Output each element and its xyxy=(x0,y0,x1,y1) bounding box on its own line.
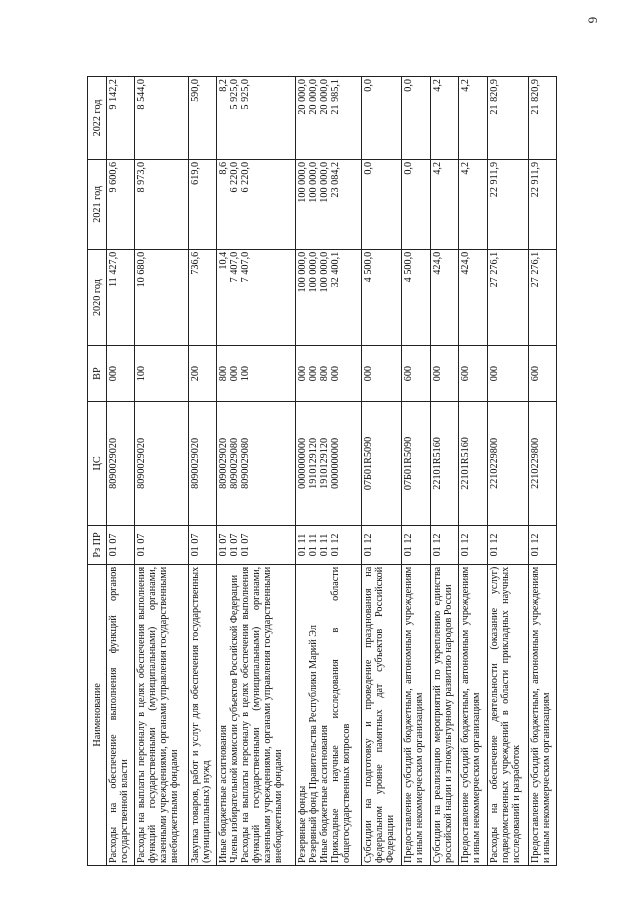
cell-2020 xyxy=(361,249,402,346)
cell-name xyxy=(295,564,361,865)
cell-2022-value: 8,2 xyxy=(218,79,230,92)
cell-rz-pr-value: 01 07 xyxy=(240,533,252,557)
header-rz-pr: Рз ПР xyxy=(88,526,107,565)
cell-2020-value: 7 407,0 xyxy=(229,251,241,283)
cell-2020-value: 10,4 xyxy=(218,251,230,270)
cell-vr-value: 000 xyxy=(296,365,308,382)
cell-vr-value: 000 xyxy=(431,365,443,382)
cell-2022 xyxy=(135,77,188,160)
cell-name: Предоставление субсидий бюджетным, автономным учреждениям и иным некоммерческим организациям xyxy=(402,564,430,865)
cell-name: Предоставление субсидий бюджетным, автономным учреждениям и иным некоммерческим организациям xyxy=(528,564,556,865)
cell-vr-value: 800 xyxy=(318,365,330,382)
cell-2021 xyxy=(217,159,295,249)
cell-2022-value: 20 000,0 xyxy=(307,79,319,115)
cell-2020-value: 27 276,1 xyxy=(529,251,541,288)
cell-2022-value: 21 820,9 xyxy=(529,79,541,115)
cell-name-line: Прикладные научные исследования в области общегосударственных вопросов xyxy=(329,566,352,863)
budget-table xyxy=(87,76,557,866)
cell-2022-value: 5 925,0 xyxy=(240,79,252,110)
cell-cs xyxy=(217,401,295,525)
cell-2021-value: 0,0 xyxy=(362,161,374,175)
cell-2022-value: 20 000,0 xyxy=(318,79,330,115)
cell-rz-pr xyxy=(430,526,458,565)
cell-2022 xyxy=(188,77,216,160)
cell-cs xyxy=(188,401,216,525)
cell-2022-value: 20 000,0 xyxy=(296,79,308,115)
cell-2020 xyxy=(217,249,295,346)
cell-2021-value: 22 911,9 xyxy=(488,161,500,198)
table-row xyxy=(107,77,135,866)
cell-2021 xyxy=(402,159,430,249)
cell-2021-value: 0,0 xyxy=(403,161,415,175)
cell-name: Расходы на обеспечение деятельности (оказание услуг) подведомственных учреждений в области прикладных научных исследований и разработок xyxy=(487,564,528,865)
cell-2020-value: 100 000,0 xyxy=(296,251,308,293)
cell-2022-value: 21 820,9 xyxy=(488,79,500,115)
cell-2021 xyxy=(487,159,528,249)
cell-2021-value: 8 973,0 xyxy=(136,161,148,193)
header-cs: ЦС xyxy=(88,401,107,525)
cell-cs xyxy=(528,401,556,525)
cell-vr xyxy=(402,346,430,401)
cell-cs-value: 0000000000 xyxy=(329,437,341,489)
cell-2021-value: 100 000,0 xyxy=(318,161,330,203)
cell-name: Расходы на обеспечение выполнения функций органов государственной власти xyxy=(107,564,135,865)
cell-rz-pr xyxy=(295,526,361,565)
cell-2020-value: 27 276,1 xyxy=(488,251,500,288)
cell-rz-pr-value: 01 12 xyxy=(529,533,541,557)
cell-vr xyxy=(217,346,295,401)
cell-2022 xyxy=(402,77,430,160)
table-body xyxy=(107,77,557,866)
cell-2020-value: 10 680,0 xyxy=(136,251,148,288)
cell-rz-pr-value: 01 11 xyxy=(307,533,319,557)
cell-rz-pr-value: 01 12 xyxy=(431,533,443,557)
table-row xyxy=(135,77,188,866)
header-2022: 2022 год xyxy=(88,77,107,160)
cell-rz-pr-value: 01 12 xyxy=(329,533,341,557)
cell-vr-value: 200 xyxy=(189,365,201,382)
cell-2022-value: 5 925,0 xyxy=(229,79,241,110)
cell-vr xyxy=(528,346,556,401)
cell-vr-value: 800 xyxy=(218,365,230,382)
cell-vr-value: 000 xyxy=(329,365,341,382)
cell-vr xyxy=(135,346,188,401)
cell-vr xyxy=(295,346,361,401)
cell-vr-value: 600 xyxy=(529,365,541,382)
cell-2022 xyxy=(361,77,402,160)
cell-rz-pr-value: 01 12 xyxy=(362,533,374,557)
cell-vr-value: 000 xyxy=(362,365,374,382)
header-2020: 2020 год xyxy=(88,249,107,346)
table-row xyxy=(459,77,487,866)
cell-vr xyxy=(430,346,458,401)
cell-2020-value: 100 000,0 xyxy=(307,251,319,293)
cell-2022 xyxy=(459,77,487,160)
cell-name xyxy=(217,564,295,865)
cell-name: Субсидии на реализацию мероприятий по укреплению единства российской нации и этнокультурному развитию народов России xyxy=(430,564,458,865)
cell-cs-value: 8090029080 xyxy=(240,437,252,489)
cell-2020-value: 100 000,0 xyxy=(318,251,330,293)
cell-cs xyxy=(459,401,487,525)
cell-vr xyxy=(459,346,487,401)
cell-2020-value: 4 500,0 xyxy=(403,251,415,283)
cell-rz-pr xyxy=(217,526,295,565)
cell-2021 xyxy=(107,159,135,249)
cell-2020 xyxy=(459,249,487,346)
cell-vr-value: 000 xyxy=(488,365,500,382)
cell-rz-pr-value: 01 07 xyxy=(108,533,119,557)
cell-rz-pr-value: 01 07 xyxy=(189,533,201,557)
header-vr: ВР xyxy=(88,346,107,401)
cell-cs-value: 1910129120 xyxy=(307,437,319,489)
cell-vr-value: 600 xyxy=(460,365,472,382)
cell-vr xyxy=(487,346,528,401)
cell-cs-value: 8090029080 xyxy=(229,437,241,489)
cell-2022-value: 21 985,1 xyxy=(329,79,341,115)
cell-cs-value: 2210229800 xyxy=(529,437,541,489)
cell-2020-value: 736,6 xyxy=(189,251,201,275)
cell-2022 xyxy=(217,77,295,160)
cell-rz-pr xyxy=(402,526,430,565)
header-row xyxy=(88,77,107,866)
cell-2021 xyxy=(295,159,361,249)
cell-rz-pr-value: 01 11 xyxy=(318,533,330,557)
cell-cs xyxy=(402,401,430,525)
cell-2021 xyxy=(361,159,402,249)
cell-2021-value: 23 084,2 xyxy=(329,161,341,198)
cell-vr-value: 600 xyxy=(403,365,415,382)
cell-2021-value: 619,0 xyxy=(189,161,201,185)
cell-rz-pr-value: 01 07 xyxy=(218,533,230,557)
cell-2022 xyxy=(528,77,556,160)
cell-rz-pr xyxy=(188,526,216,565)
cell-2022 xyxy=(430,77,458,160)
cell-2022 xyxy=(107,77,135,160)
cell-rz-pr-value: 01 12 xyxy=(488,533,500,557)
cell-name: Субсидии на подготовку и проведение празднования на федеральном уровне памятных дат субъектов Российской Федерации xyxy=(361,564,402,865)
cell-name-line: Иные бюджетные ассигнования xyxy=(318,725,330,863)
cell-vr-value: 100 xyxy=(240,365,252,382)
table-row xyxy=(361,77,402,866)
cell-2022-value: 0,0 xyxy=(403,79,415,92)
cell-2021 xyxy=(135,159,188,249)
cell-2021 xyxy=(459,159,487,249)
table-row xyxy=(188,77,216,866)
cell-vr xyxy=(188,346,216,401)
cell-2022 xyxy=(295,77,361,160)
cell-rz-pr xyxy=(528,526,556,565)
table-row xyxy=(402,77,430,866)
cell-cs-value: 8090029020 xyxy=(136,437,148,489)
cell-2020-value: 32 400,1 xyxy=(329,251,341,288)
cell-rz-pr xyxy=(459,526,487,565)
table-row xyxy=(430,77,458,866)
cell-2021-value: 6 220,0 xyxy=(229,161,241,193)
cell-2021 xyxy=(430,159,458,249)
cell-2020-value: 424,0 xyxy=(460,251,472,275)
cell-rz-pr xyxy=(107,526,135,565)
cell-2022-value: 0,0 xyxy=(362,79,374,92)
cell-2021-value: 6 220,0 xyxy=(240,161,252,193)
cell-2020 xyxy=(295,249,361,346)
cell-name: Расходы на выплаты персоналу в целях обеспечения выполнения функций государственными (муниципальными) органами, казенными учреждениями, органами управления государственными внебюджетными фондами xyxy=(135,564,188,865)
cell-2020 xyxy=(487,249,528,346)
header-2021: 2021 год xyxy=(88,159,107,249)
cell-2021-value: 100 000,0 xyxy=(307,161,319,203)
cell-cs-value: 22101R5160 xyxy=(431,437,443,490)
cell-cs-value: 07Б01R5090 xyxy=(403,436,415,491)
cell-2020 xyxy=(188,249,216,346)
cell-cs-value: 0000000000 xyxy=(296,437,308,489)
cell-2022-value: 4,2 xyxy=(460,79,472,92)
cell-2021-value: 9 600,6 xyxy=(108,161,119,193)
cell-name-line: Члены избирательной комиссии субъектов Российской Федерации xyxy=(229,574,241,863)
cell-2020 xyxy=(135,249,188,346)
cell-2021-value: 22 911,9 xyxy=(529,161,541,198)
cell-cs-value: 07Б01R5090 xyxy=(362,436,374,491)
cell-cs xyxy=(107,401,135,525)
cell-2021-value: 8,6 xyxy=(218,161,230,175)
cell-2020-value: 424,0 xyxy=(431,251,443,275)
cell-name: Предоставление субсидий бюджетным, автономным учреждениям и иным некоммерческим организациям xyxy=(459,564,487,865)
cell-2021 xyxy=(528,159,556,249)
cell-2020 xyxy=(430,249,458,346)
table-row xyxy=(295,77,361,866)
cell-cs xyxy=(295,401,361,525)
cell-cs-value: 1910129120 xyxy=(318,437,330,489)
table-row xyxy=(217,77,295,866)
cell-2021-value: 100 000,0 xyxy=(296,161,308,203)
page-number: 6 xyxy=(584,16,600,24)
cell-2020-value: 11 427,0 xyxy=(108,251,119,288)
table-row xyxy=(528,77,556,866)
cell-name: Закупка товаров, работ и услуг для обеспечения государственных (муниципальных) нужд xyxy=(188,564,216,865)
cell-name-line: Резервный фонд Правительства Республики Марий Эл xyxy=(307,625,319,863)
cell-vr xyxy=(107,346,135,401)
cell-rz-pr-value: 01 07 xyxy=(136,533,148,557)
cell-cs xyxy=(135,401,188,525)
cell-cs xyxy=(361,401,402,525)
cell-2022-value: 590,0 xyxy=(189,79,201,102)
header-name: Наименование xyxy=(88,564,107,865)
cell-2020-value: 4 500,0 xyxy=(362,251,374,283)
cell-name-line: Расходы на выплаты персоналу в целях обеспечения выполнения функций государственными (муниципальными) органами, казенными учреждениями, органами управления государственными внебюджетными фондами xyxy=(240,566,285,863)
cell-rz-pr-value: 01 11 xyxy=(296,533,308,557)
cell-cs xyxy=(430,401,458,525)
cell-rz-pr xyxy=(135,526,188,565)
budget-sheet xyxy=(87,76,557,866)
cell-cs-value: 8090029020 xyxy=(189,437,201,489)
cell-vr xyxy=(361,346,402,401)
cell-2020-value: 7 407,0 xyxy=(240,251,252,283)
cell-rz-pr xyxy=(361,526,402,565)
cell-2021-value: 4,2 xyxy=(460,161,472,175)
table-row xyxy=(487,77,528,866)
cell-cs-value: 2210229800 xyxy=(488,437,500,489)
cell-2020 xyxy=(107,249,135,346)
cell-cs-value: 22101R5160 xyxy=(460,437,472,490)
cell-cs-value: 8090029020 xyxy=(218,437,230,489)
cell-rz-pr xyxy=(487,526,528,565)
cell-name-line: Иные бюджетные ассигнования xyxy=(218,725,230,863)
cell-name-line: Резервные фонды xyxy=(296,785,308,863)
cell-2020 xyxy=(402,249,430,346)
cell-2022 xyxy=(487,77,528,160)
cell-rz-pr-value: 01 12 xyxy=(403,533,415,557)
cell-vr-value: 000 xyxy=(307,365,319,382)
cell-rz-pr-value: 01 07 xyxy=(229,533,241,557)
cell-2022-value: 9 142,2 xyxy=(108,79,119,110)
cell-2022-value: 4,2 xyxy=(431,79,443,92)
cell-vr-value: 000 xyxy=(229,365,241,382)
cell-2020 xyxy=(528,249,556,346)
cell-rz-pr-value: 01 12 xyxy=(460,533,472,557)
cell-vr-value: 100 xyxy=(136,365,148,382)
cell-cs-value: 8090029020 xyxy=(108,437,119,489)
cell-2022-value: 8 544,0 xyxy=(136,79,148,110)
cell-2021-value: 4,2 xyxy=(431,161,443,175)
cell-cs xyxy=(487,401,528,525)
cell-2021 xyxy=(188,159,216,249)
cell-vr-value: 000 xyxy=(108,365,119,382)
